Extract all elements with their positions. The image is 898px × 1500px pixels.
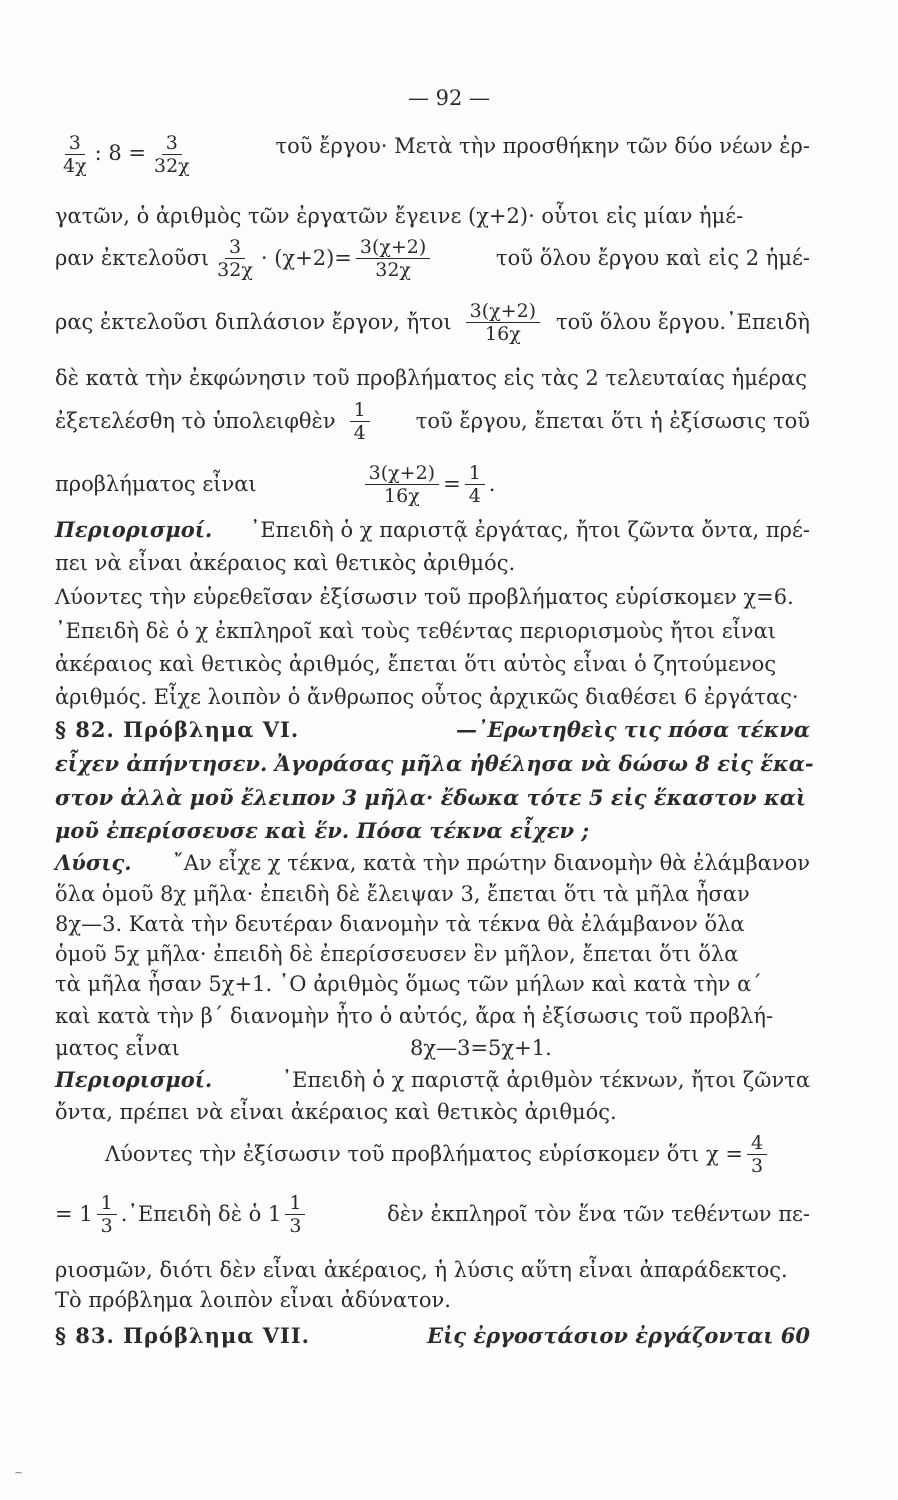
- fraction: $\frac{1}{4}$: [465, 462, 485, 507]
- text-line-4: ρας ἐκτελοῦσι διπλάσιον ἔργον, ἤτοι $\frac{3(\chi+2)}{16\chi}$ τοῦ ὅλου ἔργου.᾿Επειδὴ: [55, 299, 810, 345]
- fraction: $\frac{3}{32\chi}$: [217, 235, 253, 281]
- section-heading: § 82. Πρόβλημα VI.: [55, 717, 300, 742]
- fraction: $\frac{1}{3}$: [97, 1192, 117, 1237]
- text-line-27: Λύοντες τὴν ἐξίσωσιν τοῦ προβλήματος εὑρίσκομεν ὅτι χ = $\frac{4}{3}$: [55, 1128, 810, 1180]
- text-line-25: Περιορισμοί. ᾿Επειδὴ ὁ χ παριστᾷ ἀριθμὸν τέκνων, ἤτοι ζῶντα: [55, 1067, 810, 1092]
- fraction: $\frac{3(\chi+2)}{16\chi}$: [466, 300, 540, 345]
- subheading: Λύσις.: [55, 850, 132, 875]
- text-line-12: ἀκέραιος καὶ θετικὸς ἀριθμός, ἔπεται ὅτι αὐτὸς εἶναι ὁ ζητούμενος: [55, 652, 777, 676]
- text-line-18: Λύσις. ῎Αν εἶχε χ τέκνα, κατὰ τὴν πρώτην διανομὴν θὰ ἐλάμβανον: [55, 850, 810, 875]
- text-line-19: ὅλα ὁμοῦ 8χ μῆλα· ἐπειδὴ δὲ ἔλειψαν 3, ἔπεται ὅτι τὰ μῆλα ἦσαν: [55, 882, 750, 906]
- text-line-23: καὶ κατὰ τὴν β΄ διανομὴν ἦτο ὁ αὐτός, ἄρα ἡ ἐξίσωσις τοῦ προβλή-: [55, 1004, 774, 1028]
- text-line-17: μοῦ ἐπερίσσευσε καὶ ἕν. Πόσα τέκνα εἶχεν ;: [55, 818, 590, 843]
- equation: 8χ—3=5χ+1.: [410, 1036, 552, 1060]
- text-line-11: ᾿Επειδὴ δὲ ὁ χ ἐκπληροῖ καὶ τοὺς τεθέντας περιορισμοὺς ἤτοι εἶναι: [55, 619, 776, 643]
- text-line-10: Λύοντες τὴν εὑρεθεῖσαν ἐξίσωσιν τοῦ προβλήματος εὑρίσκομεν χ=6.: [55, 585, 794, 609]
- subheading: Περιορισμοί.: [55, 517, 213, 542]
- fraction: $\frac{1}{4}$: [350, 399, 370, 444]
- text-line-28: = 1 $\frac{1}{3}$ .᾿Επειδὴ δὲ ὁ 1 $\frac{1}{3}$ δὲν ἐκπληροῖ τὸν ἕνα τῶν τεθέντων πε-: [55, 1191, 810, 1237]
- text-line-24: ματος εἶναι 8χ—3=5χ+1.: [55, 1036, 552, 1060]
- text-line-8: Περιορισμοί. ᾿Επειδὴ ὁ χ παριστᾷ ἐργάτας, ἤτοι ζῶντα ὄντα, πρέ-: [55, 517, 810, 542]
- subheading: Περιορισμοί.: [55, 1067, 213, 1092]
- text-line-31: § 83. Πρόβλημα VII. Εἰς ἐργοστάσιον ἐργάζονται 60: [55, 1323, 810, 1348]
- text-line-21: ὁμοῦ 5χ μῆλα· ἐπειδὴ δὲ ἐπερίσσευσεν ἓν μῆλον, ἔπεται ὅτι ὅλα: [55, 942, 739, 966]
- text-line-5: δὲ κατὰ τὴν ἐκφώνησιν τοῦ προβλήματος εἰς τὰς 2 τελευταίας ἡμέρας: [55, 366, 807, 390]
- text-line-16: στον ἀλλὰ μοῦ ἔλειπον 3 μῆλα· ἔδωκα τότε 5 εἰς ἕκαστον καὶ: [55, 785, 807, 810]
- fraction: $\frac{3(\chi+2)}{32\chi}$: [356, 236, 430, 281]
- text-line-2: γατῶν, ὁ ἀριθμὸς τῶν ἐργατῶν ἔγεινε (χ+2)· οὗτοι εἰς μίαν ἡμέ-: [55, 204, 744, 228]
- fraction: $\frac{3}{4\chi}$: [63, 132, 87, 177]
- text-line-1: $\frac{3}{4\chi}$ : 8 = $\frac{3}{32\chi}$ τοῦ ἔργου· Μετὰ τὴν προσθήκην τῶν δύο νέων ἐρ-: [55, 132, 810, 180]
- text-line-13: ἀριθμός. Εἶχε λοιπὸν ὁ ἄνθρωπος οὗτος ἀρχικῶς διαθέσει 6 ἐργάτας·: [55, 685, 799, 709]
- page-number: — 92 —: [407, 86, 491, 110]
- text-line-15: εἶχεν ἀπήντησεν. Ἀγοράσας μῆλα ἠθέλησα νὰ δώσω 8 εἰς ἕκα-: [55, 751, 814, 776]
- text-line-14: § 82. Πρόβλημα VI. —᾿Ερωτηθεὶς τις πόσα τέκνα: [55, 717, 810, 742]
- section-heading: § 83. Πρόβλημα VII.: [55, 1323, 310, 1348]
- text-line-3: ραν ἐκτελοῦσι $\frac{3}{32\chi}$ · (χ+2)= $\frac{3(\chi+2)}{32\chi}$ τοῦ ὅλου ἔργου καὶ εἰς 2 ἡμέ-: [55, 235, 810, 281]
- text-line-29: ριοσμῶν, διότι δὲν εἶναι ἀκέραιος, ἡ λύσις αὕτη εἶναι ἀπαράδεκτος.: [55, 1258, 788, 1282]
- text-line-7: προβλήματος εἶναι $\frac{3(\chi+2)}{16\chi}$ = $\frac{1}{4}$ .: [55, 461, 496, 507]
- fraction: $\frac{1}{3}$: [285, 1192, 305, 1237]
- text-line-6: ἐξετελέσθη τὸ ὑπολειφθὲν $\frac{1}{4}$ τοῦ ἔργου, ἔπεται ὅτι ἡ ἐξίσωσις τοῦ: [55, 398, 810, 444]
- fraction: $\frac{4}{3}$: [747, 1132, 767, 1177]
- fraction: $\frac{3}{32\chi}$: [154, 132, 190, 177]
- text-line-9: πει νὰ εἶναι ἀκέραιος καὶ θετικὸς ἀριθμός.: [55, 551, 516, 575]
- text-line-20: 8χ—3. Κατὰ τὴν δευτέραν διανομὴν τὰ τέκνα θὰ ἐλάμβανον ὅλα: [55, 912, 745, 936]
- text-line-22: τὰ μῆλα ἦσαν 5χ+1. ῾Ο ἀριθμὸς ὅμως τῶν μήλων καὶ κατὰ τὴν α΄: [55, 972, 762, 996]
- text-line-26: ὄντα, πρέπει νὰ εἶναι ἀκέραιος καὶ θετικὸς ἀριθμός.: [55, 1100, 617, 1124]
- text-line-30: Τὸ πρόβλημα λοιπὸν εἶναι ἀδύνατον.: [55, 1288, 451, 1312]
- fraction: $\frac{3(\chi+2)}{16\chi}$: [365, 462, 439, 507]
- scan-artifact: ~: [14, 1466, 24, 1479]
